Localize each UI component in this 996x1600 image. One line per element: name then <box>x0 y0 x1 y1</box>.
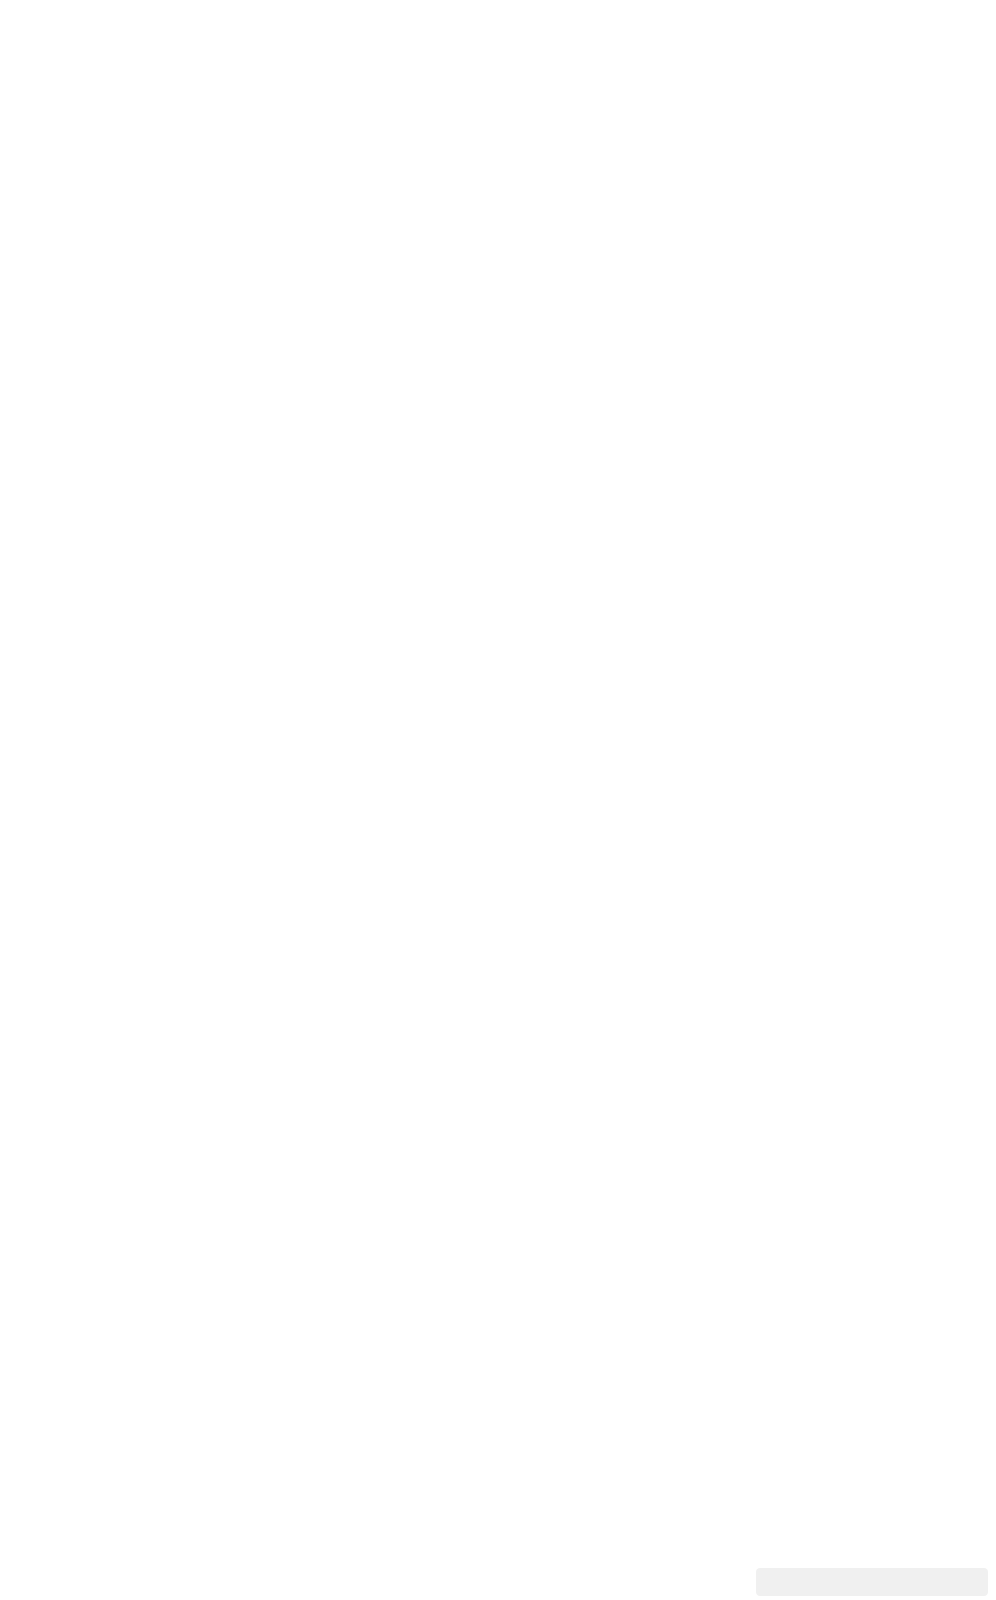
watermark-logo <box>756 1568 988 1596</box>
